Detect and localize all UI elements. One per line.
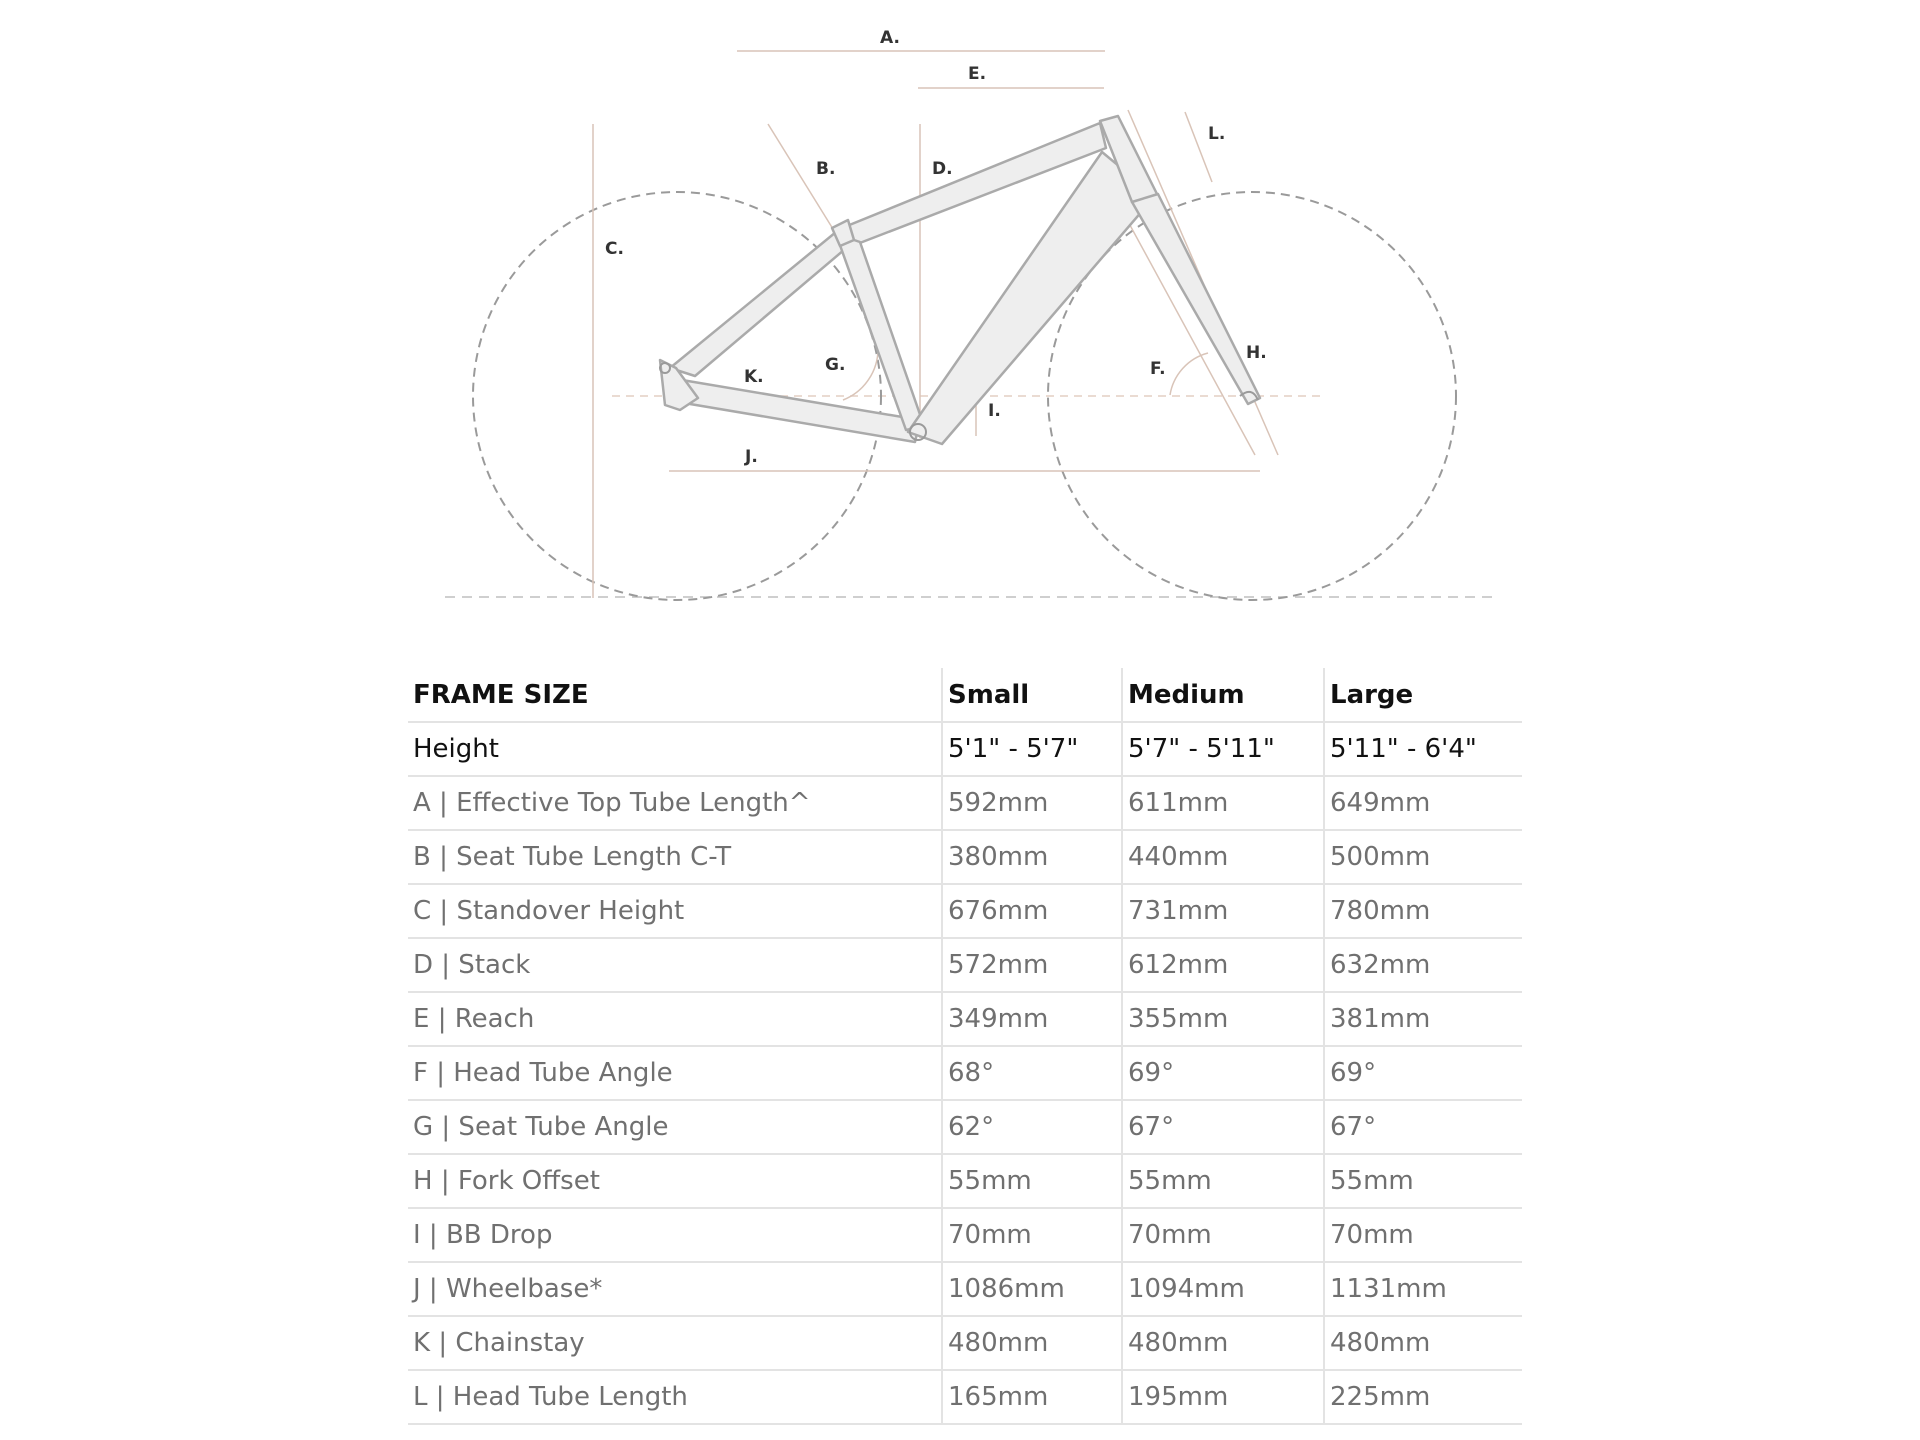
cell-small: 5'1" - 5'7": [942, 722, 1122, 776]
row-label: G | Seat Tube Angle: [408, 1100, 942, 1154]
size-large-header: Large: [1324, 668, 1522, 722]
cell-small: 572mm: [942, 938, 1122, 992]
cell-medium: 5'7" - 5'11": [1122, 722, 1324, 776]
cell-small: 165mm: [942, 1370, 1122, 1424]
cell-large: 780mm: [1324, 884, 1522, 938]
label-d: D.: [932, 159, 953, 179]
cell-medium: 611mm: [1122, 776, 1324, 830]
cell-medium: 70mm: [1122, 1208, 1324, 1262]
table-row: [408, 884, 1522, 938]
cell-medium: 195mm: [1122, 1370, 1324, 1424]
table-row: [408, 1370, 1522, 1424]
row-label: H | Fork Offset: [408, 1154, 942, 1208]
row-label: I | BB Drop: [408, 1208, 942, 1262]
table-row: [408, 992, 1522, 1046]
frame-size-header: FRAME SIZE: [408, 668, 942, 722]
cell-medium: 480mm: [1122, 1316, 1324, 1370]
dimension-guides: [593, 51, 1278, 598]
label-g: G.: [825, 355, 846, 375]
cell-small: 55mm: [942, 1154, 1122, 1208]
cell-small: 380mm: [942, 830, 1122, 884]
table-row: [408, 1262, 1522, 1316]
row-label: L | Head Tube Length: [408, 1370, 942, 1424]
cell-small: 676mm: [942, 884, 1122, 938]
cell-small: 349mm: [942, 992, 1122, 1046]
row-label: E | Reach: [408, 992, 942, 1046]
cell-medium: 1094mm: [1122, 1262, 1324, 1316]
table-row: [408, 1316, 1522, 1370]
chainstay: [682, 380, 920, 442]
row-label: B | Seat Tube Length C-T: [408, 830, 942, 884]
label-h: H.: [1246, 343, 1267, 363]
row-label: Height: [408, 722, 942, 776]
cell-large: 225mm: [1324, 1370, 1522, 1424]
geometry-table: [408, 668, 1522, 1425]
table-row: [408, 776, 1522, 830]
cell-small: 480mm: [942, 1316, 1122, 1370]
cell-medium: 55mm: [1122, 1154, 1324, 1208]
label-b: B.: [816, 159, 836, 179]
cell-large: 67°: [1324, 1100, 1522, 1154]
cell-medium: 612mm: [1122, 938, 1324, 992]
cell-medium: 355mm: [1122, 992, 1324, 1046]
label-c: C.: [605, 239, 624, 259]
cell-large: 70mm: [1324, 1208, 1522, 1262]
label-j: J.: [745, 447, 758, 467]
table-row: [408, 938, 1522, 992]
cell-small: 68°: [942, 1046, 1122, 1100]
table-row: [408, 1154, 1522, 1208]
cell-large: 1131mm: [1324, 1262, 1522, 1316]
row-label: A | Effective Top Tube Length^: [408, 776, 942, 830]
cell-small: 70mm: [942, 1208, 1122, 1262]
row-label: F | Head Tube Angle: [408, 1046, 942, 1100]
bike-geometry-diagram: [0, 0, 1920, 640]
row-label: K | Chainstay: [408, 1316, 942, 1370]
cell-medium: 731mm: [1122, 884, 1324, 938]
label-k: K.: [744, 367, 764, 387]
cell-medium: 440mm: [1122, 830, 1324, 884]
cell-small: 1086mm: [942, 1262, 1122, 1316]
cell-large: 649mm: [1324, 776, 1522, 830]
cell-large: 55mm: [1324, 1154, 1522, 1208]
size-medium-header: Medium: [1122, 668, 1324, 722]
cell-large: 500mm: [1324, 830, 1522, 884]
cell-medium: 67°: [1122, 1100, 1324, 1154]
cell-large: 632mm: [1324, 938, 1522, 992]
label-l: L.: [1208, 124, 1226, 144]
table-row: [408, 1100, 1522, 1154]
table-row: [408, 830, 1522, 884]
label-i: I.: [988, 401, 1001, 421]
row-label: C | Standover Height: [408, 884, 942, 938]
size-small-header: Small: [942, 668, 1122, 722]
row-label: J | Wheelbase*: [408, 1262, 942, 1316]
label-a: A.: [880, 28, 900, 48]
cell-large: 69°: [1324, 1046, 1522, 1100]
row-label: D | Stack: [408, 938, 942, 992]
cell-small: 592mm: [942, 776, 1122, 830]
seat-stay: [670, 232, 851, 376]
table-row: [408, 1046, 1522, 1100]
cell-large: 5'11" - 6'4": [1324, 722, 1522, 776]
table-row: [408, 1208, 1522, 1262]
table-row-height: [408, 722, 1522, 776]
cell-small: 62°: [942, 1100, 1122, 1154]
label-f: F.: [1150, 359, 1166, 379]
cell-medium: 69°: [1122, 1046, 1324, 1100]
cell-large: 381mm: [1324, 992, 1522, 1046]
table-header-row: [408, 668, 1522, 722]
cell-large: 480mm: [1324, 1316, 1522, 1370]
label-e: E.: [968, 64, 987, 84]
